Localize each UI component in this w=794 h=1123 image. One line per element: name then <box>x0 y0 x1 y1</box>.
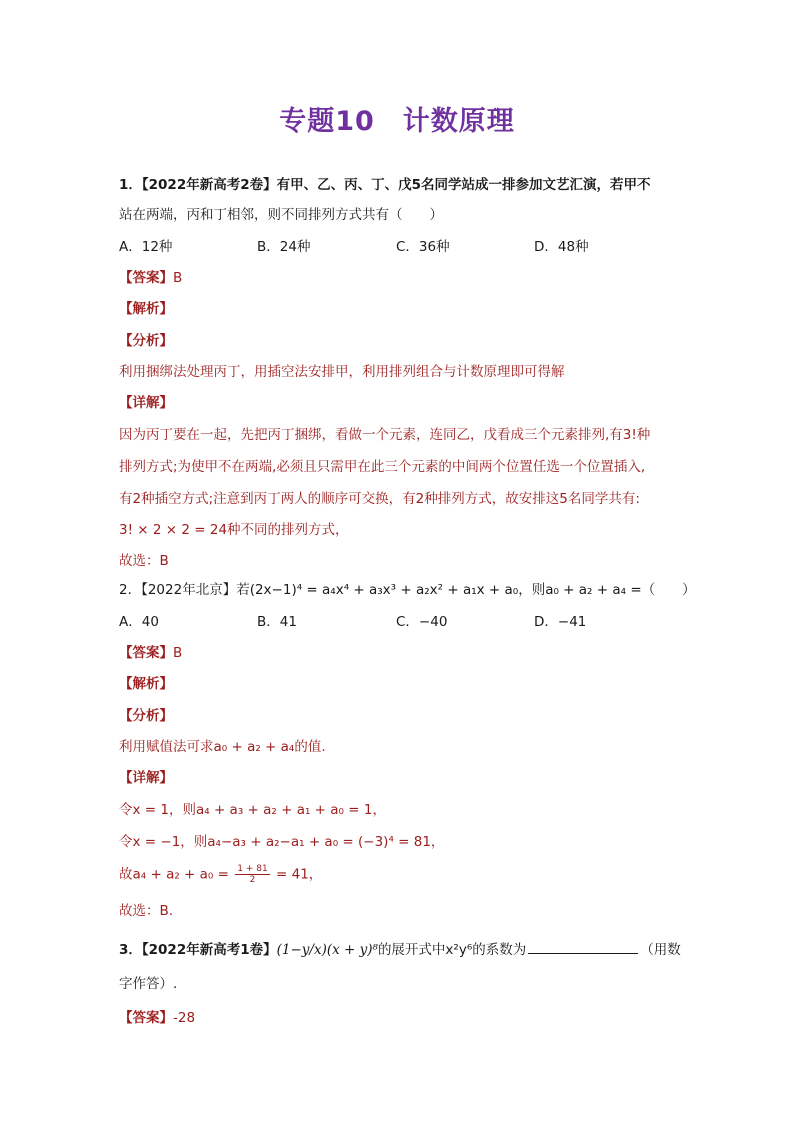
page-title: 专题10 计数原理 <box>279 106 515 137</box>
q1-detail-label: 【详解】 <box>119 395 173 411</box>
answer-label: 【答案】 <box>119 645 173 661</box>
detail-line3-pre: 故a₄ + a₂ + a₀ = <box>119 866 229 883</box>
q3-stem-line2: 字作答）. <box>119 976 178 992</box>
q3-stem <box>119 939 681 960</box>
fraction-denominator: 2 <box>249 875 256 885</box>
q1-fenxi-label: 【分析】 <box>119 333 173 349</box>
q3-stem-math: (1−y/x)(x + y)⁸ <box>276 942 378 958</box>
q1-detail-line1: 因为丙丁要在一起，先把丙丁捆绑，看做一个元素，连同乙，戊看成三个元素排列,有3!种 <box>119 427 651 443</box>
q3-answer <box>119 1008 195 1028</box>
q2-detail-line2: 令x = −1，则a₄−a₃ + a₂−a₁ + a₀ = (−3)⁴ = 81， <box>119 834 445 850</box>
q3-stem-mid: 的展开式中x²y⁶的系数为 <box>377 942 527 958</box>
q1-option-c: C．36种 <box>396 239 450 255</box>
q2-detail-line3 <box>119 864 322 885</box>
fraction <box>235 864 269 885</box>
q2-fenxi-text: 利用赋值法可求a₀ + a₂ + a₄的值. <box>119 739 326 755</box>
q3-stem-pre: 3．【2022年新高考1卷】 <box>119 942 277 958</box>
answer-value: B <box>173 645 183 661</box>
q2-option-d: D．−41 <box>534 614 587 630</box>
q2-option-b: B．41 <box>257 614 297 630</box>
q2-detail-label: 【详解】 <box>119 770 173 786</box>
q2-answer <box>119 643 182 663</box>
q1-stem-line2: 站在两端，丙和丁相邻，则不同排列方式共有（ ） <box>119 207 443 223</box>
q2-fenxi-label: 【分析】 <box>119 708 173 724</box>
q2-detail-line1: 令x = 1，则a₄ + a₃ + a₂ + a₁ + a₀ = 1， <box>119 802 386 818</box>
q2-choice: 故选：B. <box>119 903 174 919</box>
q1-stem-line1: 1．【2022年新高考2卷】有甲、乙、丙、丁、戊5名同学站成一排参加文艺汇演，若甲不 <box>119 177 651 193</box>
answer-value: -28 <box>173 1010 196 1026</box>
q1-analysis-label: 【解析】 <box>119 301 173 317</box>
q1-choice: 故选：B <box>119 553 169 569</box>
q3-stem-post: （用数 <box>640 942 681 958</box>
q1-answer <box>119 268 182 288</box>
q1-detail-line3: 有2种插空方式;注意到丙丁两人的顺序可交换，有2种排列方式，故安排这5名同学共有: <box>119 491 640 507</box>
q2-option-a: A．40 <box>119 614 159 630</box>
answer-label: 【答案】 <box>119 1010 173 1026</box>
q1-option-b: B．24种 <box>257 239 311 255</box>
detail-line3-post: = 41， <box>276 866 323 883</box>
q2-option-c: C．−40 <box>396 614 448 630</box>
q1-detail-line2: 排列方式;为使甲不在两端,必须且只需甲在此三个元素的中间两个位置任选一个位置插入, <box>119 459 646 475</box>
q1-option-a: A．12种 <box>119 239 173 255</box>
q1-fenxi-text: 利用捆绑法处理丙丁，用插空法安排甲，利用排列组合与计数原理即可得解 <box>119 364 565 380</box>
answer-value: B <box>173 270 183 286</box>
q1-detail-line4: 3! × 2 × 2 = 24种不同的排列方式， <box>119 522 349 538</box>
q2-analysis-label: 【解析】 <box>119 676 173 692</box>
q2-stem: 2．【2022年北京】若(2x−1)⁴ = a₄x⁴ + a₃x³ + a₂x² + a₁x + a₀，则a₀ + a₂ + a₄ =（ ） <box>119 582 696 598</box>
q1-option-d: D．48种 <box>534 239 589 255</box>
answer-blank <box>528 939 638 954</box>
answer-label: 【答案】 <box>119 270 173 286</box>
fraction-numerator: 1 + 81 <box>237 864 268 874</box>
